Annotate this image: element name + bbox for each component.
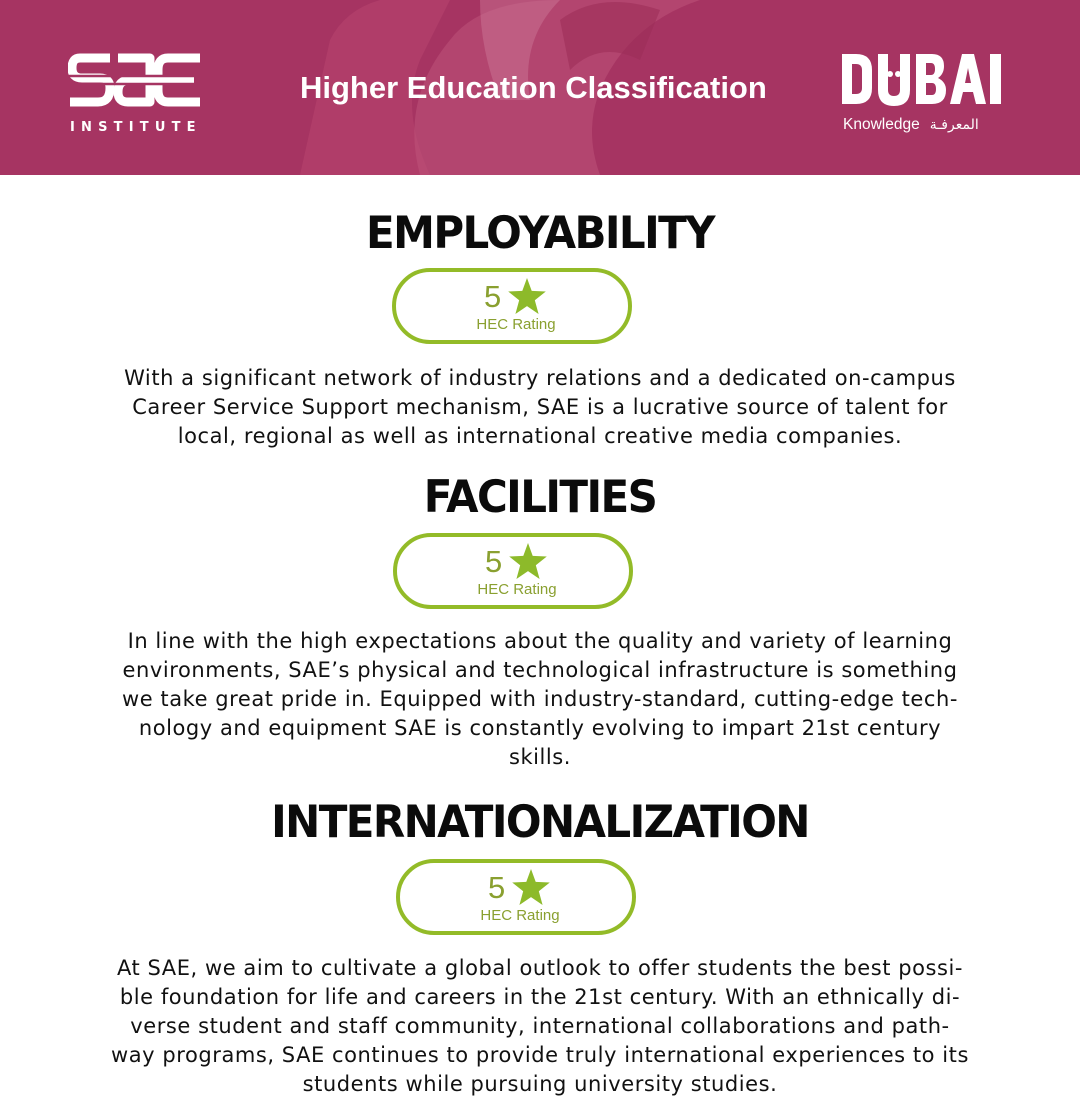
rating-number: 5 xyxy=(488,870,506,905)
rating-badge-employability xyxy=(392,268,632,344)
text-line: way programs, SAE continues to provide truly international experiences to its xyxy=(111,1043,969,1067)
text-line: Career Service Support mechanism, SAE is a lucrative source of talent for xyxy=(132,395,948,419)
header-title: Higher Education Classification xyxy=(300,70,767,105)
text-line: local, regional as well as international creative media companies. xyxy=(177,424,903,448)
section-title-employability: EMPLOYABILITY xyxy=(366,206,714,259)
dubai-sub-arabic: المعرفـة xyxy=(929,117,979,133)
section-title-facilities: FACILITIES xyxy=(423,470,657,523)
rating-label: HEC Rating xyxy=(480,907,560,924)
text-line: verse student and staff community, international collaborations and path- xyxy=(130,1014,950,1038)
text-line: students while pursuing university studies. xyxy=(302,1072,778,1096)
text-line: skills. xyxy=(508,745,572,769)
rating-label: HEC Rating xyxy=(477,581,557,598)
rating-label: HEC Rating xyxy=(476,316,556,333)
star-icon xyxy=(508,278,546,314)
section-text-internationalization xyxy=(25,954,1055,1099)
section-title-internationalization: INTERNATIONALIZATION xyxy=(271,795,809,848)
rating-number: 5 xyxy=(484,279,502,314)
star-icon xyxy=(509,543,547,579)
star-icon xyxy=(512,869,550,905)
header-banner xyxy=(0,0,1080,175)
dubai-sub-english: Knowledge xyxy=(843,116,920,133)
section-text-facilities xyxy=(30,627,1050,772)
sae-logo-subtitle: INSTITUTE xyxy=(70,120,202,135)
rating-badge-facilities xyxy=(393,533,633,609)
dubai-logo-subtitle xyxy=(843,116,1005,134)
rating-badge-internationalization xyxy=(396,859,636,935)
text-line: ble foundation for life and careers in the 21st century. With an ethnically di- xyxy=(119,985,961,1009)
text-line: nology and equipment SAE is constantly evolving to impart 21st century xyxy=(138,716,942,740)
text-line: In line with the high expectations about the quality and variety of learning xyxy=(127,629,953,653)
text-line: environments, SAE’s physical and technological infrastructure is something xyxy=(122,658,958,682)
text-line: With a significant network of industry relations and a dedicated on-campus xyxy=(124,366,956,390)
text-line: we take great pride in. Equipped with industry-standard, cutting-edge tech- xyxy=(122,687,958,711)
section-text-employability xyxy=(30,364,1050,451)
dubai-knowledge-logo xyxy=(840,50,1004,108)
text-line: At SAE, we aim to cultivate a global outlook to offer students the best possi- xyxy=(116,956,963,980)
rating-number: 5 xyxy=(485,544,503,579)
